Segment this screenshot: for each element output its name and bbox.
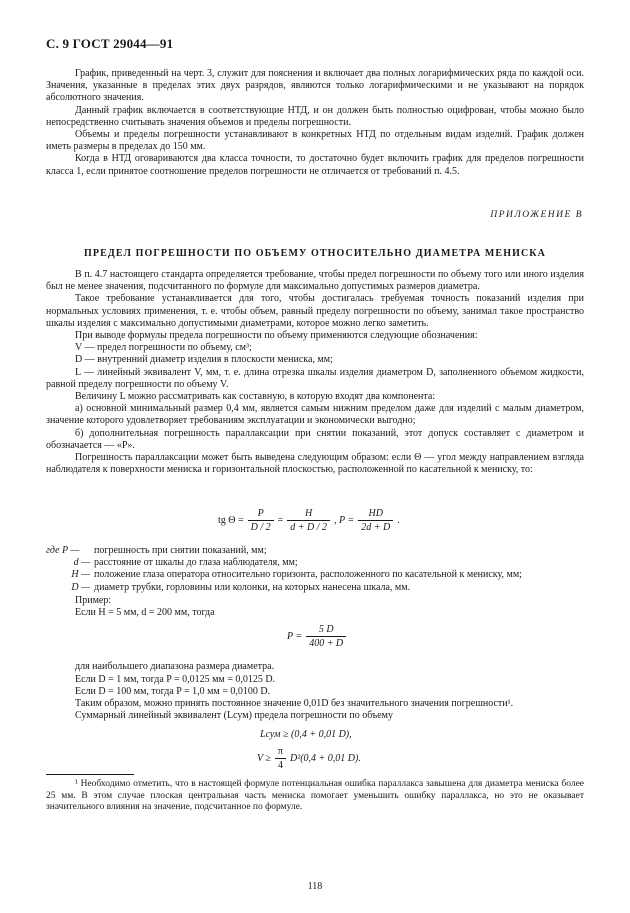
diameter-range-note: для наибольшего диапазона размера диаметра. [75,661,275,672]
legend-row: D — диаметр трубки, горловины или колонки, на которых нанесена шкала, мм. [71,581,411,593]
example-d1: Если D = 1 мм, тогда P = 0,0125 мм = 0,0125 D. [75,674,276,685]
body-paragraph: Такое требование устанавливается для того, чтобы достигалась требуемая точность показаний изделия при нормальных условиях применения, т. е. чтобы объем, равный пределу погрешности по объему, занимал такое пространство шкалы изделия с максимально допустимыми диаметрами, которое можно легко заметить. [46,293,584,329]
footnote-divider [46,774,134,775]
fraction: $\frac{\pi}{4}$ [275,746,286,771]
formula-example: P = $\frac{5 D}{400 + D}$ [287,624,350,649]
body-paragraph: Погрешность параллаксации может быть выведена следующим образом: если Θ — угол между направлением взгляда наблюдателя к поверхности мениска и горизонтальной плоскостью, расположенной по касательной к мениску, то: [46,452,584,476]
fraction: $\frac{P}{D / 2}$ [248,508,274,533]
example-d100: Если D = 100 мм, тогда P = 1,0 мм = 0,0100 D. [75,686,271,697]
fraction: $\frac{H}{d + D / 2}$ [287,508,330,533]
intro-text [46,68,584,178]
formula-parallax: tg Θ = $\frac{P}{D / 2}$ = $\frac{H}{d + D / 2}$ , P = $\frac{HD}{2d + D}$ . [218,508,400,533]
intro-paragraph: График, приведенный на черт. 3, служит для пояснения и включает два полных логарифмических ряда по каждой оси. Значения, указанные в пределах этих двух разрядов, являются только логарифмическими и не указывают на порядок абсолютного значения. [46,68,584,104]
appendix-label: ПРИЛОЖЕНИЕ В [490,210,583,220]
example-label: Пример: [75,595,112,606]
notation-v: V — предел погрешности по объему, см³; [75,342,252,354]
notation-l: L — линейный эквивалент V, мм, т. е. длина отрезка шкалы изделия диаметром D, заполненного объемом жидкости, равной пределу погрешности по объему V. [46,366,584,390]
body-paragraph: При выводе формулы предела погрешности по объему применяются следующие обозначения: [75,330,478,342]
component-b: б) дополнительная погрешность параллаксации при снятии показаний, этот допуск составляет с диаметром и обозначается — «P». [46,427,584,451]
body-text [46,269,584,476]
footnote [46,779,584,814]
formula-lsum: Lсум ≥ (0,4 + 0,01 D), [260,729,352,740]
section-title: ПРЕДЕЛ ПОГРЕШНОСТИ ПО ОБЪЕМУ ОТНОСИТЕЛЬНО ДИАМЕТРА МЕНИСКА [84,248,546,259]
symbol-legend [46,545,606,594]
fraction: $\frac{5 D}{400 + D}$ [306,624,346,649]
intro-paragraph: Когда в НТД оговариваются два класса точности, то достаточно будет включить график для пределов погрешности класса 1, если принятое соотношение пределов погрешности не отличается от требований п. 4.5. [46,153,584,177]
formula-lhs: tg Θ = [218,515,244,526]
legend-row: H — положение глаза оператора относительно горизонта, расположенного по касательной к мениску, мм; [71,569,522,581]
intro-paragraph: Объемы и пределы погрешности устанавливают в конкретных НТД по отдельным видам изделий. График должен иметь размеры в пределах до 150 мм. [46,129,584,153]
footnote-text: ¹ Необходимо отметить, что в настоящей формуле потенциальная ошибка параллакса завышена для диаметра мениска более 25 мм. В этом случае плоская центральная часть мениска помогает уменьшить ошибку параллакса, но это не оказывает значительного влияния на значение, подсчитанное по формуле. [46,779,584,813]
legend-row: d — расстояние от шкалы до глаза наблюдателя, мм; [73,557,298,569]
page-number: 118 [307,881,323,892]
sum-equivalent-note: Суммарный линейный эквивалент (Lсум) предела погрешности по объему [75,710,393,721]
body-paragraph: Величину L можно рассматривать как составную, в которую входят два компонента: [75,391,436,403]
notation-d: D — внутренний диаметр изделия в плоскости мениска, мм; [75,354,333,366]
page-header: С. 9 ГОСТ 29044—91 [46,36,174,51]
intro-paragraph: Данный график включается в соответствующие НТД, и он должен быть полностью оцифрован, чтобы можно было непосредственно считывать значения объемов и пределы погрешности. [46,104,584,128]
component-a: а) основной минимальный размер 0,4 мм, является самым нижним пределом даже для изделий с малым диаметром, значение которого удовлетворяет требованиям эксплуатации и экономически выгодно; [46,403,584,427]
constant-value-note: Таким образом, можно принять постоянное значение 0,01D без значительного значения погрешности¹. [75,698,514,709]
fraction: $\frac{HD}{2d + D}$ [358,508,393,533]
legend-row: где P — погрешность при снятии показаний, мм; [46,545,267,556]
body-paragraph: В п. 4.7 настоящего стандарта определяется требование, чтобы предел погрешности по объему того или иного изделия был не менее значения, подсчитанного по формуле для максимально допустимых размеров диаметра. [46,269,584,293]
formula-volume: V ≥ $\frac{\pi}{4}$ D²(0,4 + 0,01 D). [257,746,361,771]
example-condition: Если H = 5 мм, d = 200 мм, тогда [75,607,215,618]
